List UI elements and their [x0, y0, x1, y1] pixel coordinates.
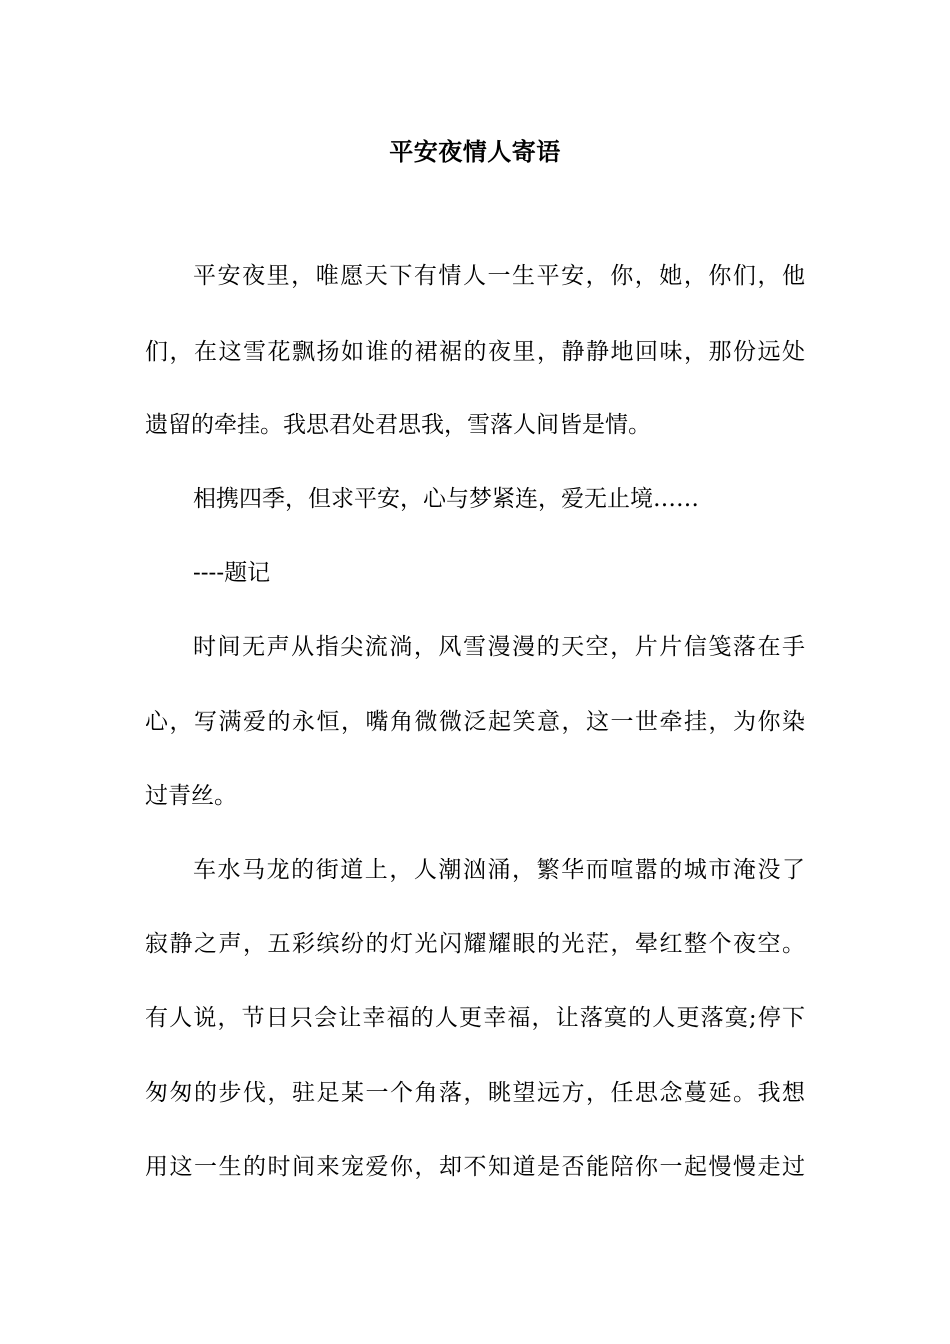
- paragraph-line: 遗留的牵挂。我思君处君思我，雪落人间皆是情。: [145, 412, 651, 438]
- paragraph-line: 有人说，节日只会让幸福的人更幸福，让落寞的人更落寞;停下: [145, 1005, 805, 1031]
- paragraph-line: 相携四季，但求平安，心与梦紧连，爱无止境……: [193, 486, 699, 512]
- paragraph-line: 寂静之声，五彩缤纷的灯光闪耀耀眼的光茫，晕红整个夜空。: [145, 931, 805, 957]
- paragraph-line: 过青丝。: [145, 783, 237, 809]
- paragraph-line: 平安夜里，唯愿天下有情人一生平安，你，她，你们，他: [193, 263, 805, 289]
- paragraph-line: 车水马龙的街道上，人潮汹涌，繁华而喧嚣的城市淹没了: [193, 857, 805, 883]
- paragraph-line: 匆匆的步伐，驻足某一个角落，眺望远方，任思念蔓延。我想: [145, 1080, 805, 1106]
- paragraph-line: 心，写满爱的永恒，嘴角微微泛起笑意，这一世牵挂，为你染: [145, 709, 805, 735]
- document-title: 平安夜情人寄语: [389, 137, 561, 166]
- paragraph-line: 们，在这雪花飘扬如谁的裙裾的夜里，静静地回味，那份远处: [145, 339, 805, 365]
- inscription-line: ----题记: [193, 560, 271, 586]
- paragraph-line: 时间无声从指尖流淌，风雪漫漫的天空，片片信笺落在手: [193, 634, 805, 660]
- paragraph-line: 用这一生的时间来宠爱你，却不知道是否能陪你一起慢慢走过: [145, 1154, 805, 1180]
